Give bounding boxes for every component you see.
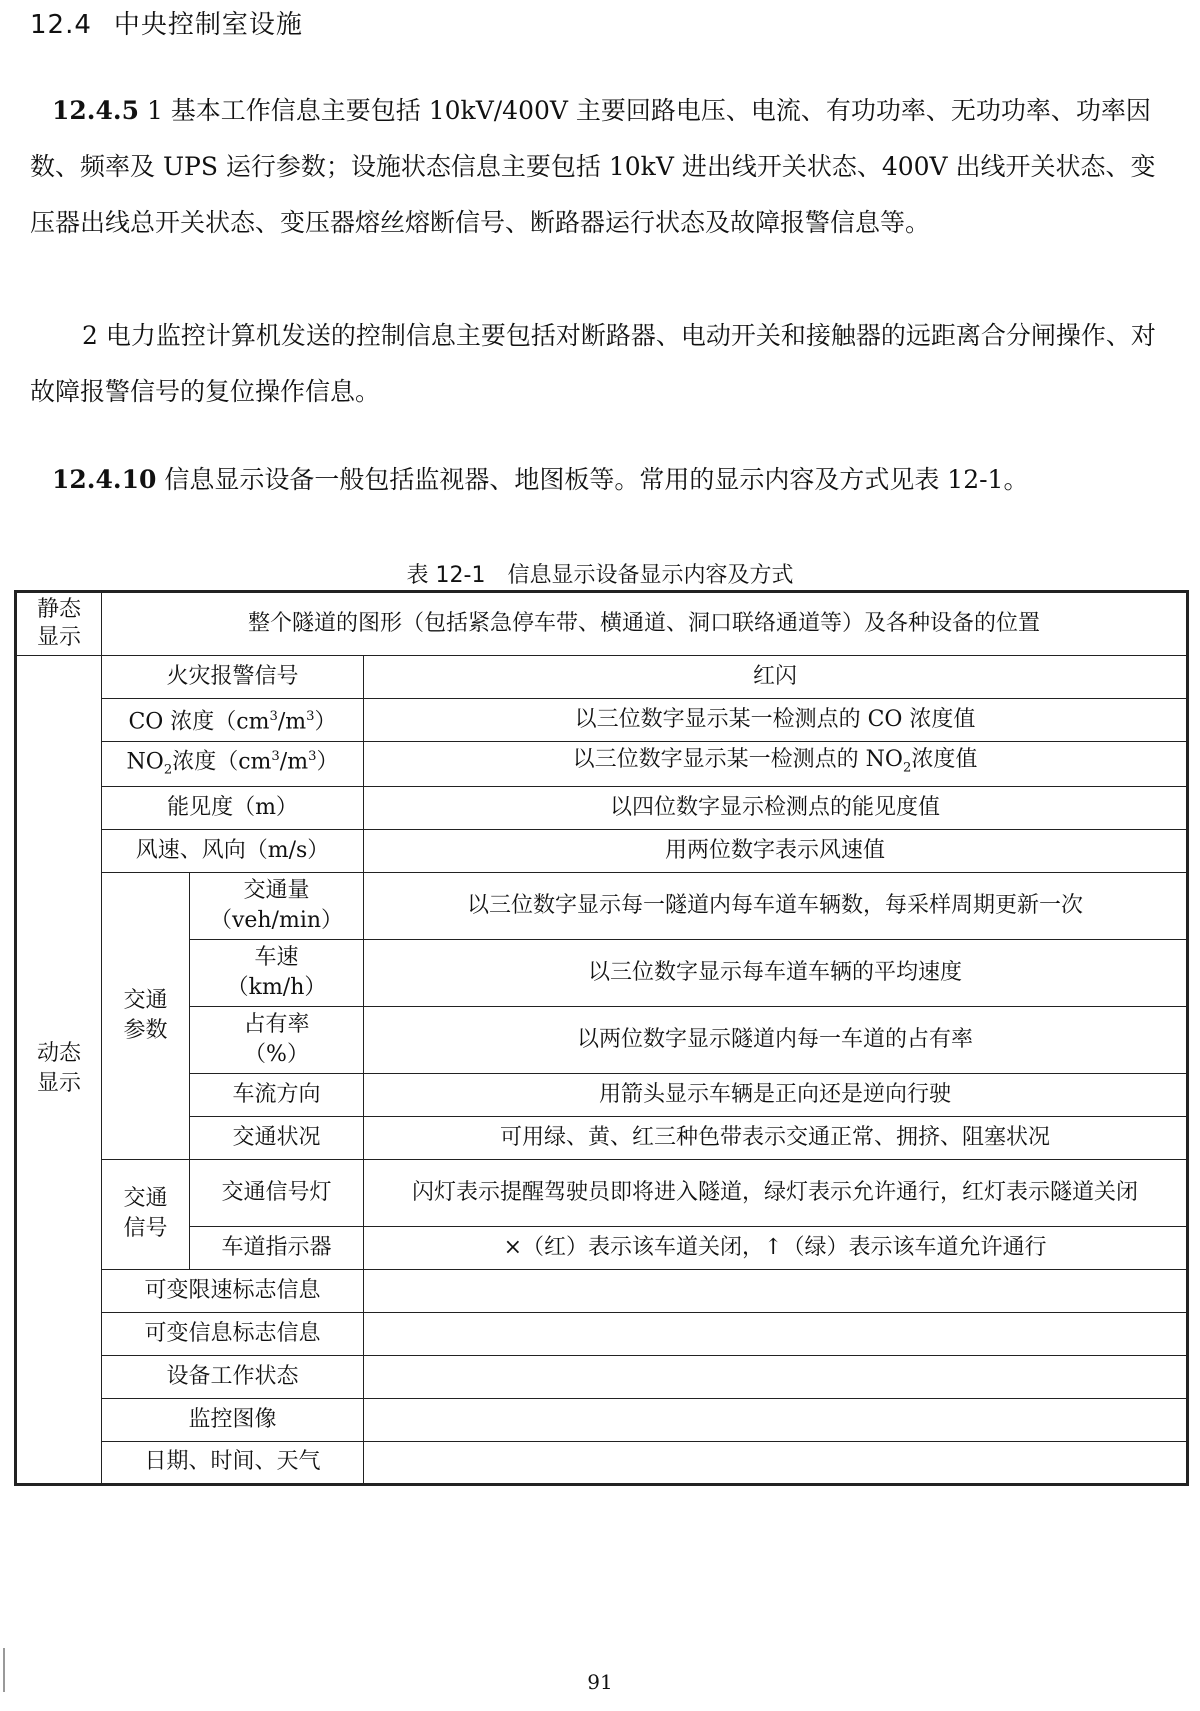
paragraph-text: 信息显示设备一般包括监视器、地图板等。常用的显示内容及方式见表 12-1。	[156, 465, 1029, 494]
mode-traffic-condition: 可用绿、黄、红三种色带表示交通正常、拥挤、阻塞状况	[364, 1116, 1188, 1159]
mode-empty	[364, 1269, 1188, 1312]
mode-traffic-light: 闪灯表示提醒驾驶员即将进入隧道，绿灯表示允许通行，红灯表示隧道关闭	[364, 1159, 1188, 1226]
item-date-time-weather: 日期、时间、天气	[102, 1441, 364, 1484]
mode-empty	[364, 1398, 1188, 1441]
mode-fire-alarm: 红闪	[364, 656, 1188, 699]
section-title: 中央控制室设施	[113, 10, 303, 40]
table-row	[16, 1159, 1188, 1226]
table-row	[16, 1073, 1188, 1116]
table-row	[16, 872, 1188, 939]
table-row	[16, 742, 1188, 787]
page-number: 91	[587, 1670, 613, 1694]
item-no2: $NO_2$浓度$(cm^3/m^3)$	[102, 742, 364, 787]
mode-co: 以三位数字显示某一检测点的 CO 浓度值	[364, 699, 1188, 742]
paragraph-text: 1 基本工作信息主要包括 10kV/400V 主要回路电压、电流、有功功率、无功功率、功率因数、频率及 UPS 运行参数；设施状态信息主要包括 10kV 进出线开关状态、400V 出线开关状态、变压器出线总开关状态、变压器熔丝熔断信号、断路器运行状态及故障报警信息等。	[30, 96, 1156, 237]
static-display-content: 整个隧道的图形（包括紧急停车带、横通道、洞口联络通道等）及各种设备的位置	[102, 592, 1188, 656]
table-row	[16, 786, 1188, 829]
paragraph-12-4-5	[30, 83, 1170, 251]
clause-number: 12.4.5	[52, 96, 139, 125]
item-speed: 车速 （km/h）	[190, 939, 364, 1006]
item-equipment-status: 设备工作状态	[102, 1355, 364, 1398]
table-row	[16, 592, 1188, 656]
item-occupancy: 占有率 （%）	[190, 1006, 364, 1073]
mode-visibility: 以四位数字显示检测点的能见度值	[364, 786, 1188, 829]
item-wind: 风速、风向（m/s）	[102, 829, 364, 872]
clause-number: 12.4.10	[52, 465, 157, 494]
item-traffic-light: 交通信号灯	[190, 1159, 364, 1226]
traffic-signal-label: 交通 信号	[102, 1159, 190, 1269]
table-row	[16, 1398, 1188, 1441]
section-number: 12.4	[30, 10, 92, 40]
table-row	[16, 1116, 1188, 1159]
mode-flow-direction: 用箭头显示车辆是正向还是逆向行驶	[364, 1073, 1188, 1116]
table-row	[16, 699, 1188, 742]
item-variable-speed-limit: 可变限速标志信息	[102, 1269, 364, 1312]
paragraph-12-4-10	[30, 452, 1170, 508]
mode-traffic-volume: 以三位数字显示每一隧道内每车道车辆数，每采样周期更新一次	[364, 872, 1188, 939]
table-row	[16, 1269, 1188, 1312]
static-display-label: 静态 显示	[16, 592, 102, 656]
dynamic-display-label: 动态 显示	[16, 656, 102, 1485]
mode-empty	[364, 1312, 1188, 1355]
table-row	[16, 1355, 1188, 1398]
table-row	[16, 1006, 1188, 1073]
table-row	[16, 939, 1188, 1006]
item-fire-alarm: 火灾报警信号	[102, 656, 364, 699]
display-content-table	[14, 590, 1189, 1486]
mode-no2: 以三位数字显示某一检测点的 $NO_2$浓度值	[364, 742, 1188, 787]
item-flow-direction: 车流方向	[190, 1073, 364, 1116]
item-cctv-image: 监控图像	[102, 1398, 364, 1441]
mode-lane-indicator: ×（红）表示该车道关闭，↑（绿）表示该车道允许通行	[364, 1226, 1188, 1269]
paragraph-item-2	[30, 308, 1170, 420]
table-row	[16, 1441, 1188, 1484]
section-heading	[30, 4, 303, 41]
mode-empty	[364, 1441, 1188, 1484]
mode-occupancy: 以两位数字显示隧道内每一车道的占有率	[364, 1006, 1188, 1073]
mode-speed: 以三位数字显示每车道车辆的平均速度	[364, 939, 1188, 1006]
table-row	[16, 829, 1188, 872]
mode-wind: 用两位数字表示风速值	[364, 829, 1188, 872]
traffic-params-label: 交通 参数	[102, 872, 190, 1159]
item-variable-message-sign: 可变信息标志信息	[102, 1312, 364, 1355]
item-co: CO 浓度$(cm^3/m^3)$	[102, 699, 364, 742]
item-visibility: 能见度（m）	[102, 786, 364, 829]
paragraph-text: 2 电力监控计算机发送的控制信息主要包括对断路器、电动开关和接触器的远距离合分闸操作、对故障报警信号的复位操作信息。	[30, 321, 1156, 406]
item-traffic-condition: 交通状况	[190, 1116, 364, 1159]
table-caption: 表 12-1 信息显示设备显示内容及方式	[406, 563, 794, 588]
table-row	[16, 1226, 1188, 1269]
item-traffic-volume: 交通量 （veh/min）	[190, 872, 364, 939]
table-row	[16, 1312, 1188, 1355]
mode-empty	[364, 1355, 1188, 1398]
table-row	[16, 656, 1188, 699]
item-lane-indicator: 车道指示器	[190, 1226, 364, 1269]
